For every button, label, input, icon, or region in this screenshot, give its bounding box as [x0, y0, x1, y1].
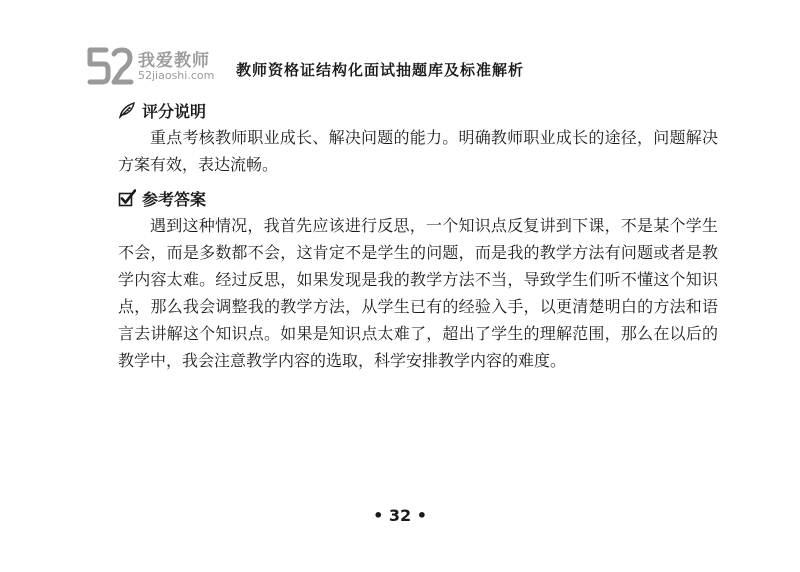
52-logo-icon: [86, 46, 134, 86]
publisher-logo: [86, 44, 236, 90]
page-header: [86, 44, 726, 90]
scoring-text: 重点考核教师职业成长、解决问题的能力。明确教师职业成长的途径，问题解决方案有效，表达流畅。: [118, 128, 718, 174]
answer-section: [118, 186, 718, 374]
scoring-section: [118, 98, 718, 178]
checkbox-checked-icon: [118, 189, 136, 207]
leaf-icon: [118, 101, 136, 119]
answer-title: 参考答案: [142, 189, 207, 209]
answer-text: 遇到这种情况，我首先应该进行反思，一个知识点反复讲到下课，不是某个学生不会，而是多数都不会，这肯定不是学生的问题，而是我的教学方法有问题或者是教学内容太难。经过反思，如果发现是我的教学方法不当，导致学生们听不懂这个知识点，那么我会调整我的教学方法，从学生已有的经验入手，以更清楚明白的方法和语言去讲解这个知识点。如果是知识点太难了，超出了学生的理解范围，那么在以后的教学中，我会注意教学内容的选取，科学安排教学内容的难度。: [118, 216, 718, 370]
book-title: 教师资格证结构化面试抽题库及标准解析: [236, 61, 525, 79]
scoring-heading: [118, 98, 718, 122]
logo-url: 52jiaoshi.com: [138, 69, 215, 82]
scoring-title: 评分说明: [142, 101, 207, 121]
answer-heading: [118, 186, 718, 210]
page-number: • 32 •: [373, 506, 427, 525]
logo-name: 我爱教师: [138, 51, 210, 71]
